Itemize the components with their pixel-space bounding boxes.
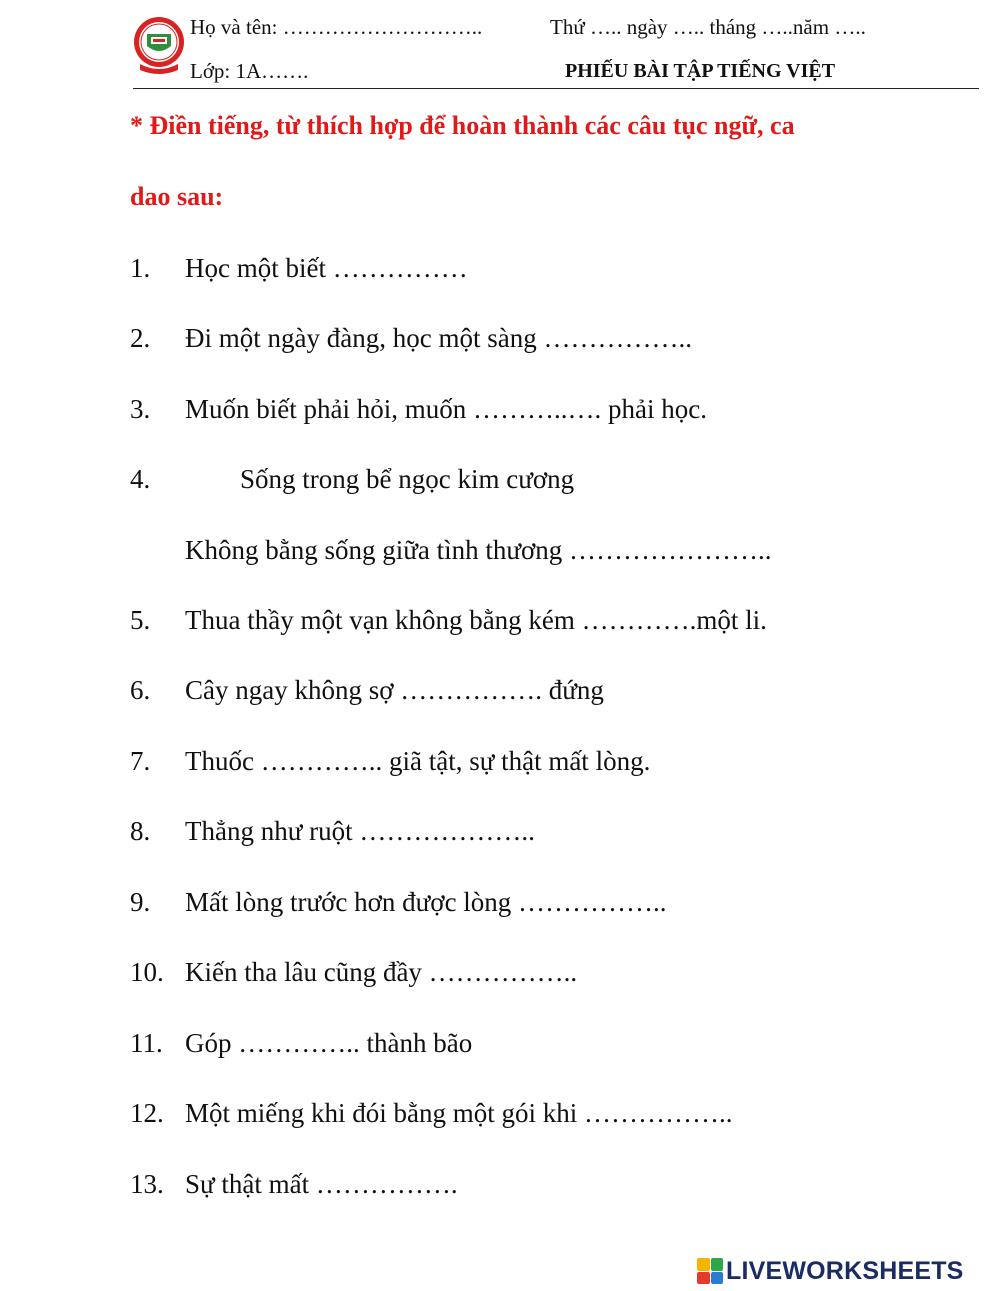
instruction-line-1: * Điền tiếng, từ thích hợp để hoàn thành các câu tục ngữ, ca — [130, 111, 795, 140]
item-text: Thẳng như ruột ……………….. — [185, 816, 535, 846]
item-number: 4. — [130, 464, 151, 494]
item-text: Mất lòng trước hơn được lòng …………….. — [185, 887, 667, 917]
item-text: Cây ngay không sợ ……………. đứng — [185, 675, 604, 705]
item-text: Thua thầy một vạn không bằng kém ………….một li. — [185, 605, 767, 635]
item-text: Muốn biết phải hỏi, muốn ………..…. phải học. — [185, 394, 707, 424]
liveworksheets-logo-icon — [697, 1258, 723, 1284]
item-text: Đi một ngày đàng, học một sàng …………….. — [185, 323, 692, 353]
item-number: 1. — [130, 253, 151, 283]
worksheet-title: PHIẾU BÀI TẬP TIẾNG VIỆT — [565, 60, 836, 82]
item-number: 2. — [130, 323, 151, 353]
item-number: 5. — [130, 605, 151, 635]
class-line: Lớp: 1A……. — [190, 59, 309, 83]
student-name-line: Họ và tên: ……………………….. — [190, 15, 483, 39]
item-text: Học một biết …………… — [185, 253, 468, 283]
item-number: 3. — [130, 394, 151, 424]
item-text: Sự thật mất ……………. — [185, 1169, 458, 1199]
liveworksheets-brand — [697, 1256, 964, 1286]
school-emblem-icon — [132, 12, 186, 76]
item-number: 6. — [130, 675, 151, 705]
item-text: Góp ………….. thành bão — [185, 1028, 473, 1058]
item-number: 13. — [130, 1169, 164, 1199]
item-number: 10. — [130, 957, 164, 987]
item-number: 8. — [130, 816, 151, 846]
instruction-line-2: dao sau: — [130, 182, 224, 211]
date-line: Thứ ….. ngày ….. tháng …..năm ….. — [550, 15, 866, 39]
item-number: 7. — [130, 746, 151, 776]
item-text: Kiến tha lâu cũng đầy …………….. — [185, 957, 578, 987]
item-text: Một miếng khi đói bằng một gói khi …………….. — [185, 1098, 733, 1128]
item-text: Sống trong bể ngọc kim cương — [240, 464, 575, 494]
header-divider — [133, 88, 979, 89]
item-text: Không bằng sống giữa tình thương ………………….. — [185, 535, 772, 565]
item-number: 12. — [130, 1098, 164, 1128]
item-text: Thuốc ………….. giã tật, sự thật mất lòng. — [185, 746, 651, 776]
item-number: 11. — [130, 1028, 163, 1058]
brand-name: LIVEWORKSHEETS — [726, 1256, 964, 1285]
item-number: 9. — [130, 887, 151, 917]
